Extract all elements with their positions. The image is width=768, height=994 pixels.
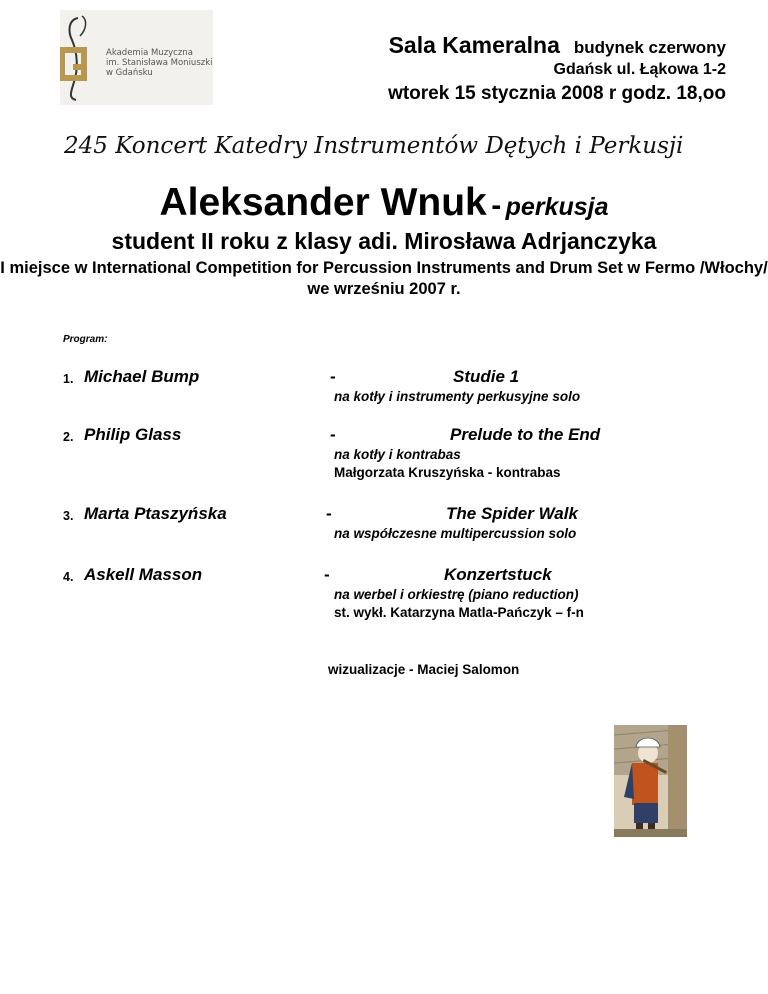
performer-dash: - — [491, 189, 502, 222]
logo-line-2: im. Stanisława Moniuszki — [106, 58, 213, 68]
logo-line-3: w Gdańsku — [106, 68, 153, 78]
concert-title: 245 Koncert Katedry Instrumentów Dętych i Perkusji — [64, 133, 684, 159]
program-composer: Philip Glass — [84, 425, 182, 444]
program-label: Program: — [63, 334, 108, 345]
program-number: 1. — [63, 372, 74, 386]
program-dash: - — [330, 425, 336, 444]
venue-hall: Sala Kameralna — [388, 32, 560, 58]
program-title: The Spider Walk — [446, 504, 578, 523]
program-note: na kotły i kontrabas — [334, 447, 461, 462]
student-line: student II roku z klasy adi. Mirosława Adrjanczyka — [111, 228, 657, 254]
program-dash: - — [330, 367, 336, 386]
program-performer: st. wykł. Katarzyna Matla-Pańczyk – f-n — [334, 605, 584, 620]
program-note: na współczesne multipercussion solo — [334, 526, 577, 541]
program-note: na kotły i instrumenty perkusyjne solo — [334, 389, 581, 404]
venue-datetime: wtorek 15 stycznia 2008 r godz. 18,oo — [388, 83, 726, 104]
program-number: 3. — [63, 509, 74, 523]
program-number: 4. — [63, 570, 74, 584]
venue-address: Gdańsk ul. Łąkowa 1-2 — [553, 61, 726, 78]
venue-line — [389, 32, 726, 59]
venue-building: budynek czerwony — [573, 38, 726, 57]
program-composer: Marta Ptaszyńska — [84, 504, 227, 523]
program-composer: Michael Bump — [84, 367, 200, 386]
program-number: 2. — [63, 430, 74, 444]
program-title: Konzertstuck — [444, 565, 552, 584]
musician-illustration — [614, 725, 687, 837]
program-title: Prelude to the End — [450, 425, 601, 444]
performer-instrument: perkusja — [505, 193, 609, 221]
program-dash: - — [326, 504, 332, 523]
visualization-credit: wizualizacje - Maciej Salomon — [328, 662, 520, 677]
logo-line-1: Akademia Muzyczna — [106, 48, 193, 58]
academy-logo — [60, 10, 213, 105]
performer-heading — [0, 181, 768, 225]
program-note: na werbel i orkiestrę (piano reduction) — [334, 587, 579, 602]
academy-name — [106, 48, 213, 78]
program-title: Studie 1 — [453, 367, 520, 386]
program-composer: Askell Masson — [84, 565, 203, 584]
program-performer: Małgorzata Kruszyńska - kontrabas — [334, 465, 561, 480]
program-dash: - — [324, 565, 330, 584]
award-line: I miejsce w International Competition for Percussion Instruments and Drum Set w Fermo /Włochy/ we wrześniu 2007 r. — [0, 259, 768, 298]
performer-name: Aleksander Wnuk — [159, 181, 487, 224]
